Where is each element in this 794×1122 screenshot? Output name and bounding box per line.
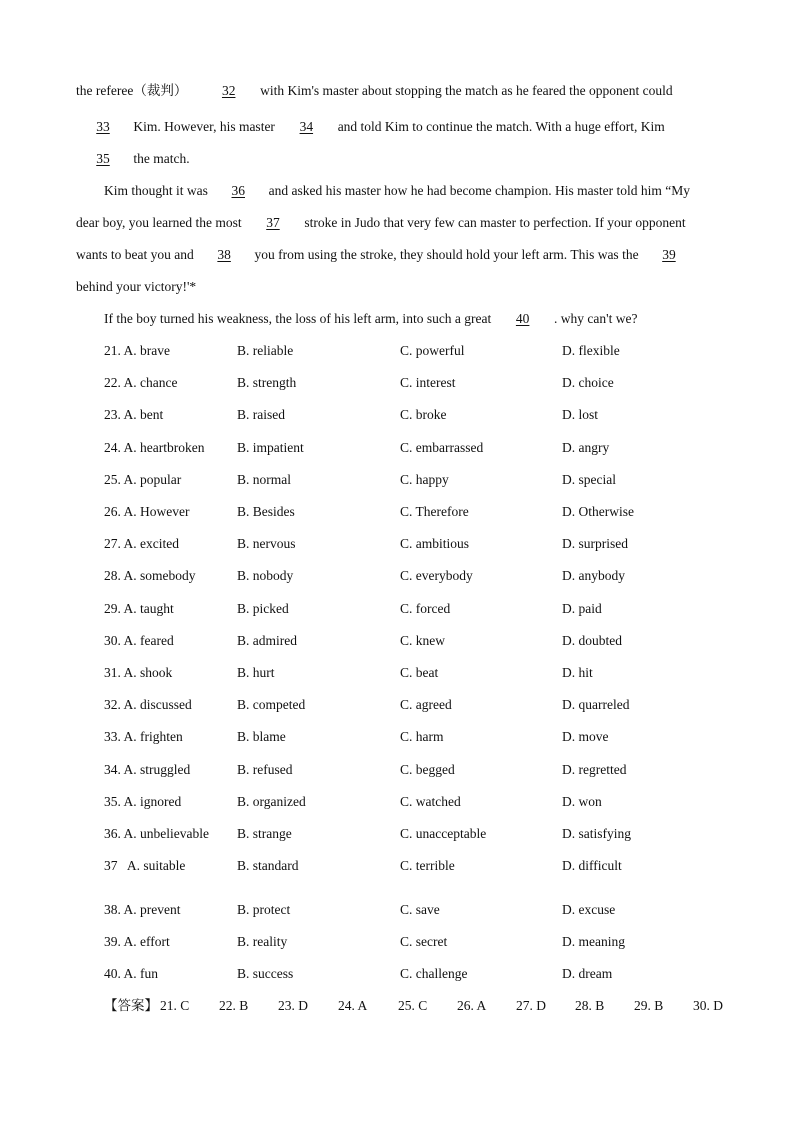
option-c: C. broke [400, 407, 447, 422]
option-b: B. competed [237, 697, 306, 712]
blank-33: 33 [96, 119, 110, 134]
option-b: B. picked [237, 601, 289, 616]
passage-line-6 [76, 246, 716, 264]
option-d: D. doubted [562, 633, 622, 648]
option-c: C. interest [400, 375, 456, 390]
option-b: B. normal [237, 472, 291, 487]
answer-item: 30. D [693, 998, 723, 1013]
question-row-38 [104, 901, 744, 919]
option-a: 37 A. suitable [104, 858, 186, 873]
option-b: B. raised [237, 407, 285, 422]
option-d: D. won [562, 794, 602, 809]
option-c: C. begged [400, 762, 455, 777]
question-row-37 [104, 857, 744, 875]
passage-text: stroke in Judo that very few can master to perfection. If your opponent [304, 215, 686, 230]
option-d: D. Otherwise [562, 504, 634, 519]
passage-text: If the boy turned his weakness, the loss of his left arm, into such a great [104, 311, 492, 326]
option-b: B. organized [237, 794, 306, 809]
option-b: B. protect [237, 902, 291, 917]
passage-line-4 [104, 182, 744, 200]
option-c: C. Therefore [400, 504, 469, 519]
option-b: B. impatient [237, 440, 304, 455]
answer-item: 22. B [219, 998, 249, 1013]
option-a: 23. A. bent [104, 407, 164, 422]
option-c: C. agreed [400, 697, 452, 712]
option-d: D. choice [562, 375, 614, 390]
option-b: B. reliable [237, 343, 294, 358]
blank-35: 35 [96, 151, 110, 166]
passage-line-1 [76, 82, 716, 100]
option-d: D. regretted [562, 762, 627, 777]
answer-item: 24. A [338, 998, 368, 1013]
answer-label: 【答案】 [104, 998, 158, 1013]
option-a: 32. A. discussed [104, 697, 192, 712]
option-d: D. surprised [562, 536, 628, 551]
option-a: 34. A. struggled [104, 762, 191, 777]
option-b: B. success [237, 966, 294, 981]
option-a: 31. A. shook [104, 665, 173, 680]
question-row-34 [104, 761, 744, 779]
option-b: B. blame [237, 729, 286, 744]
option-a: 35. A. ignored [104, 794, 182, 809]
option-d: D. quarreled [562, 697, 630, 712]
passage-line-2 [76, 118, 716, 136]
option-d: D. meaning [562, 934, 625, 949]
option-b: B. hurt [237, 665, 275, 680]
passage-text: behind your victory!'* [76, 279, 197, 294]
question-row-40 [104, 965, 744, 983]
option-a: 36. A. unbelievable [104, 826, 209, 841]
option-d: D. difficult [562, 858, 622, 873]
option-c: C. challenge [400, 966, 468, 981]
option-c: C. secret [400, 934, 448, 949]
option-b: B. admired [237, 633, 297, 648]
option-a: 24. A. heartbroken [104, 440, 205, 455]
passage-text: and asked his master how he had become champion. His master told him “My [268, 183, 691, 198]
question-row-27 [104, 535, 744, 553]
blank-34: 34 [299, 119, 314, 134]
blank-37: 37 [266, 215, 280, 230]
blank-39: 39 [662, 247, 676, 262]
blank-40: 40 [515, 311, 530, 326]
option-c: C. terrible [400, 858, 455, 873]
question-row-35 [104, 793, 744, 811]
option-a: 33. A. frighten [104, 729, 183, 744]
option-a: 22. A. chance [104, 375, 178, 390]
passage-text: with Kim's master about stopping the match as he feared the opponent could [260, 83, 673, 98]
option-b: B. strength [237, 375, 297, 390]
option-a: 25. A. popular [104, 472, 182, 487]
question-row-24 [104, 439, 744, 457]
option-d: D. flexible [562, 343, 620, 358]
answer-item: 27. D [516, 998, 546, 1013]
option-b: B. strange [237, 826, 292, 841]
question-row-36 [104, 825, 744, 843]
passage-text: wants to beat you and [76, 247, 194, 262]
option-a: 26. A. However [104, 504, 190, 519]
passage-text: the referee（裁判） [76, 83, 188, 98]
option-a: 39. A. effort [104, 934, 170, 949]
option-a: 30. A. feared [104, 633, 174, 648]
option-c: C. beat [400, 665, 439, 680]
answer-item: 25. C [398, 998, 428, 1013]
question-row-28 [104, 567, 744, 585]
question-row-26 [104, 503, 744, 521]
blank-36: 36 [231, 183, 245, 198]
option-d: D. anybody [562, 568, 625, 583]
option-b: B. nobody [237, 568, 294, 583]
option-c: C. ambitious [400, 536, 470, 551]
answer-item: 21. C [160, 998, 190, 1013]
passage-text: dear boy, you learned the most [76, 215, 242, 230]
option-d: D. paid [562, 601, 602, 616]
option-d: D. move [562, 729, 609, 744]
option-a: 40. A. fun [104, 966, 158, 981]
option-c: C. embarrassed [400, 440, 484, 455]
passage-line-7 [76, 278, 716, 296]
option-b: B. standard [237, 858, 299, 873]
blank-32: 32 [221, 83, 236, 98]
answer-item: 26. A [457, 998, 487, 1013]
option-c: C. harm [400, 729, 444, 744]
question-row-32 [104, 696, 744, 714]
option-b: B. nervous [237, 536, 296, 551]
question-row-21 [104, 342, 744, 360]
option-b: B. refused [237, 762, 293, 777]
option-d: D. hit [562, 665, 593, 680]
option-d: D. angry [562, 440, 610, 455]
option-a: 27. A. excited [104, 536, 179, 551]
question-row-31 [104, 664, 744, 682]
option-a: 38. A. prevent [104, 902, 181, 917]
answer-item: 29. B [634, 998, 664, 1013]
option-d: D. lost [562, 407, 599, 422]
answer-key [104, 997, 744, 1015]
passage-text: Kim thought it was [104, 183, 208, 198]
question-row-23 [104, 406, 744, 424]
question-row-22 [104, 374, 744, 392]
option-d: D. dream [562, 966, 613, 981]
passage-line-8 [104, 310, 744, 328]
passage-text: . why can't we? [554, 311, 638, 326]
option-c: C. save [400, 902, 440, 917]
option-a: 29. A. taught [104, 601, 174, 616]
passage-text: the match. [133, 151, 190, 166]
passage-text: and told Kim to continue the match. With a huge effort, Kim [337, 119, 665, 134]
passage-text: Kim. However, his master [133, 119, 275, 134]
option-a: 28. A. somebody [104, 568, 196, 583]
option-b: B. reality [237, 934, 288, 949]
option-d: D. satisfying [562, 826, 631, 841]
option-c: C. watched [400, 794, 461, 809]
answer-item: 23. D [278, 998, 308, 1013]
option-b: B. Besides [237, 504, 295, 519]
option-d: D. special [562, 472, 616, 487]
option-c: C. unacceptable [400, 826, 487, 841]
option-c: C. happy [400, 472, 449, 487]
option-c: C. everybody [400, 568, 473, 583]
option-d: D. excuse [562, 902, 616, 917]
question-row-29 [104, 600, 744, 618]
question-row-25 [104, 471, 744, 489]
passage-line-3 [76, 150, 716, 168]
option-c: C. knew [400, 633, 445, 648]
question-row-39 [104, 933, 744, 951]
question-row-33 [104, 728, 744, 746]
option-c: C. forced [400, 601, 451, 616]
passage-line-5 [76, 214, 716, 232]
question-row-30 [104, 632, 744, 650]
blank-38: 38 [217, 247, 231, 262]
passage-text: you from using the stroke, they should hold your left arm. This was the [254, 247, 639, 262]
option-a: 21. A. brave [104, 343, 170, 358]
option-c: C. powerful [400, 343, 465, 358]
answer-item: 28. B [575, 998, 605, 1013]
